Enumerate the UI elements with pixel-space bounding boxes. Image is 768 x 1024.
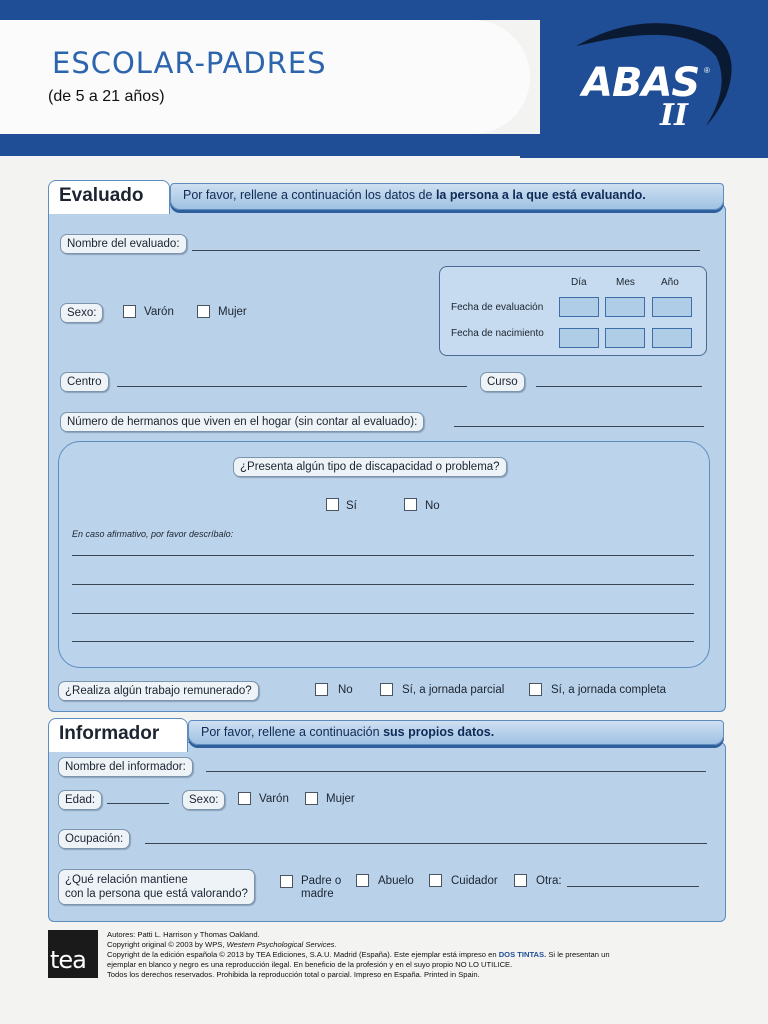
informador-name-field[interactable]	[206, 771, 706, 772]
footer-copyright-original-text: Copyright original © 2003 by WPS,	[107, 940, 227, 949]
footer-credits	[107, 930, 717, 980]
header-dia: Día	[571, 277, 587, 288]
disability-question: ¿Presenta algún tipo de discapacidad o problema?	[233, 457, 507, 477]
age-field[interactable]	[107, 803, 169, 804]
disability-yes-label: Sí	[346, 500, 357, 512]
birth-date-label: Fecha de nacimiento	[451, 328, 544, 339]
rel-other-field[interactable]	[567, 886, 699, 887]
abas-logo-numeral: II	[660, 98, 689, 133]
footer-wps: Western Psychological Services.	[226, 940, 337, 949]
course-field[interactable]	[536, 386, 702, 387]
birth-month-field[interactable]	[605, 328, 645, 348]
footer-copyright-original	[107, 940, 717, 950]
evaluado-male-label: Varón	[144, 306, 174, 318]
disability-yes-checkbox[interactable]	[326, 498, 339, 511]
rel-other-label: Otra:	[536, 875, 562, 887]
header-rule	[520, 156, 768, 158]
work-no-checkbox[interactable]	[315, 683, 328, 696]
relation-question	[58, 869, 255, 905]
form-title: ESCOLAR-PADRES	[52, 46, 327, 80]
siblings-label: Número de hermanos que viven en el hogar (sin contar al evaluado):	[60, 412, 424, 432]
footer-dos-tintas: DOS TINTAS.	[498, 950, 547, 959]
rel-carer-label: Cuidador	[451, 875, 498, 887]
evaluado-name-field[interactable]	[192, 250, 700, 251]
evaluado-banner-bold: la persona a la que está evaluando.	[435, 188, 646, 202]
describe-line-2[interactable]	[72, 584, 694, 585]
informador-tab: Informador	[48, 718, 188, 752]
occupation-label: Ocupación:	[58, 829, 130, 849]
rel-carer-checkbox[interactable]	[429, 874, 442, 887]
rel-parent-line1: Padre o	[301, 875, 342, 887]
relation-question-line2: con la persona que está valorando?	[65, 888, 248, 900]
evaluado-sex-label: Sexo:	[60, 303, 103, 323]
informador-banner-text: Por favor, rellene a continuación	[201, 725, 384, 739]
work-question: ¿Realiza algún trabajo remunerado?	[58, 681, 259, 701]
work-part-checkbox[interactable]	[380, 683, 393, 696]
registered-mark: ®	[704, 66, 710, 75]
work-part-label: Sí, a jornada parcial	[402, 684, 505, 696]
evaluado-female-checkbox[interactable]	[197, 305, 210, 318]
informador-female-checkbox[interactable]	[305, 792, 318, 805]
rel-parent-checkbox[interactable]	[280, 875, 293, 888]
rel-grand-checkbox[interactable]	[356, 874, 369, 887]
work-full-checkbox[interactable]	[529, 683, 542, 696]
informador-sex-label: Sexo:	[182, 790, 225, 810]
center-field[interactable]	[117, 386, 467, 387]
evaluado-banner-text: Por favor, rellene a continuación los datos de	[183, 188, 436, 202]
abas-logo-text: ABAS	[582, 60, 700, 106]
rel-grand-label: Abuelo	[378, 875, 414, 887]
describe-line-1[interactable]	[72, 555, 694, 556]
informador-male-checkbox[interactable]	[238, 792, 251, 805]
disability-no-checkbox[interactable]	[404, 498, 417, 511]
disability-no-label: No	[425, 500, 440, 512]
footer-copyright-spanish	[107, 950, 717, 960]
evaluado-tab: Evaluado	[48, 180, 170, 214]
relation-question-line1: ¿Qué relación mantiene	[65, 874, 188, 886]
footer-copyright-spanish-tail: Si le presentan un	[546, 950, 610, 959]
informador-male-label: Varón	[259, 793, 289, 805]
rel-other-checkbox[interactable]	[514, 874, 527, 887]
siblings-field[interactable]	[454, 426, 704, 427]
work-full-label: Sí, a jornada completa	[551, 684, 667, 696]
footer-rights: Todos los derechos reservados. Prohibida la reproducción total o parcial. Impreso en España. Printed in Spain.	[107, 970, 480, 979]
informador-female-label: Mujer	[326, 793, 355, 805]
evaluado-female-label: Mujer	[218, 306, 247, 318]
rel-parent-line2: madre	[301, 888, 334, 900]
describe-label: En caso afirmativo, por favor descríbalo:	[72, 529, 234, 539]
form-subtitle: (de 5 a 21 años)	[48, 88, 165, 105]
informador-banner-bold: sus propios datos.	[383, 725, 495, 739]
work-no-label: No	[338, 684, 353, 696]
evaluado-banner	[170, 183, 724, 210]
describe-line-3[interactable]	[72, 613, 694, 614]
evaluado-name-label: Nombre del evaluado:	[60, 234, 187, 254]
eval-month-field[interactable]	[605, 297, 645, 317]
birth-year-field[interactable]	[652, 328, 692, 348]
describe-line-4[interactable]	[72, 641, 694, 642]
footer-copyright-spanish-text: Copyright de la edición española © 2013 by TEA Ediciones, S.A.U. Madrid (España). Este ejemplar está impreso en	[107, 950, 499, 959]
evaluado-male-checkbox[interactable]	[123, 305, 136, 318]
footer-warning: ejemplar en blanco y negro es una reproducción ilegal. En beneficio de la profesión y en el suyo propio NO LO UTILICE.	[107, 960, 513, 969]
eval-year-field[interactable]	[652, 297, 692, 317]
center-label: Centro	[60, 372, 109, 392]
age-label: Edad:	[58, 790, 102, 810]
rel-parent-label	[301, 875, 341, 901]
eval-date-label: Fecha de evaluación	[451, 302, 544, 313]
header-mes: Mes	[616, 277, 635, 288]
occupation-field[interactable]	[145, 843, 707, 844]
informador-banner	[188, 720, 724, 745]
header-bottom-band	[0, 134, 768, 156]
eval-day-field[interactable]	[559, 297, 599, 317]
footer-authors: Autores: Patti L. Harrison y Thomas Oakland.	[107, 930, 260, 939]
course-label: Curso	[480, 372, 525, 392]
informador-name-label: Nombre del informador:	[58, 757, 193, 777]
birth-day-field[interactable]	[559, 328, 599, 348]
header-ano: Año	[661, 277, 679, 288]
tea-logo-text: tea	[50, 946, 86, 974]
